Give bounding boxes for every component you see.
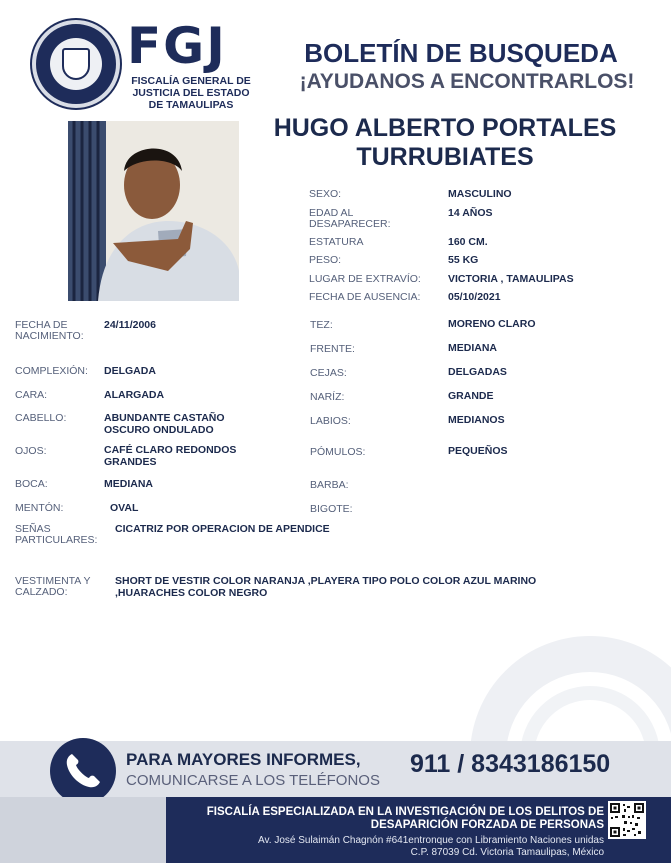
label-senas-line1: SEÑAS [15,523,51,535]
footer-office [172,806,604,832]
label-ojos: OJOS: [15,445,47,457]
person-name-line2: TURRUBIATES [356,143,534,171]
value-frente: MEDIANA [448,342,497,354]
label-pomulos: PÓMULOS: [310,446,366,458]
value-sexo: MASCULINO [448,188,512,200]
label-fecha-ausencia: FECHA DE AUSENCIA: [309,291,421,303]
value-vestimenta-line1: SHORT DE VESTIR COLOR NARANJA ,PLAYERA TIPO POLO COLOR AZUL MARINO [115,575,537,587]
label-senas-line2: PARTICULARES: [15,534,98,546]
bulletin-subtitle: ¡AYUDANOS A ENCONTRARLOS! [299,70,635,93]
contact-phones: 911 / 8343186150 [410,750,611,778]
label-vestimenta [15,576,90,598]
missing-person-photo [68,121,239,301]
label-edad [309,208,391,230]
label-cara: CARA: [15,389,48,401]
value-estatura: 160 CM. [448,236,488,248]
bulletin-title: BOLETÍN DE BUSQUEDA [304,38,618,68]
footer-address [172,835,604,859]
value-cabello-line2: OSCURO ONDULADO [104,423,214,436]
value-peso: 55 KG [448,254,479,266]
label-fecha-nacimiento-line1: FECHA DE [15,319,68,331]
label-sexo: SEXO: [309,188,342,200]
label-edad-line2: DESAPARECER: [309,218,391,230]
value-ojos [104,445,236,468]
contact-line1: PARA MAYORES INFORMES, [126,750,361,769]
footer-office-line1: FISCALÍA ESPECIALIZADA EN LA INVESTIGACIÓN DE LOS DELITOS DE [206,806,604,818]
value-ojos-line2: GRANDES [104,455,157,468]
value-pomulos: PEQUEÑOS [448,445,508,457]
footer-address-line1: Av. José Sulaimán Chagnón #641entronque con Libramiento Naciones unidas [258,835,604,846]
label-edad-line1: EDAD AL [309,207,354,219]
photo-illustration [68,121,239,301]
fgj-logo-subtitle: FISCALÍA GENERAL DE JUSTICIA DEL ESTADO DE TAMAULIPAS [131,75,251,111]
value-cabello-line1: ABUNDANTE CASTAÑO [104,412,225,424]
label-complexion: COMPLEXIÓN: [15,365,88,377]
label-menton: MENTÓN: [15,502,64,514]
fgj-logo-text: FGJ [127,17,227,75]
value-lugar-extravio: VICTORIA , TAMAULIPAS [448,273,574,285]
value-fecha-ausencia: 05/10/2021 [448,291,501,303]
value-fecha-nacimiento: 24/11/2006 [104,319,156,331]
footer-office-line2: DESAPARICIÓN FORZADA DE PERSONAS [370,819,604,831]
label-cabello: CABELLO: [15,412,67,424]
label-fecha-nacimiento [15,320,84,342]
label-lugar-extravio: LUGAR DE EXTRAVÍO: [309,273,421,285]
label-nariz: NARÍZ: [310,391,345,403]
qr-code-icon [608,801,646,839]
value-boca: MEDIANA [104,478,153,490]
label-barba: BARBA: [310,479,349,491]
label-labios: LABIOS: [310,415,351,427]
label-peso: PESO: [309,254,342,266]
footer-address-line2: C.P. 87039 Cd. Victoria Tamaulipas, México [410,847,604,858]
value-vestimenta-line2: ,HUARACHES COLOR NEGRO [115,586,268,599]
label-bigote: BIGOTE: [310,503,353,515]
label-senas [15,524,97,546]
value-complexion: DELGADA [104,365,156,377]
label-vestimenta-line2: CALZADO: [15,586,68,598]
contact-line2: COMUNICARSE A LOS TELÉFONOS [126,772,380,789]
value-edad: 14 AÑOS [448,207,493,219]
label-frente: FRENTE: [310,343,355,355]
label-boca: BOCA: [15,478,48,490]
value-labios: MEDIANOS [448,414,505,426]
phone-icon [50,738,116,804]
value-cejas: DELGADAS [448,366,507,378]
value-vestimenta [115,576,536,599]
label-cejas: CEJAS: [310,367,347,379]
person-name [247,114,643,172]
shield-seal-icon [62,48,90,80]
person-name-line1: HUGO ALBERTO PORTALES [273,114,617,142]
value-nariz: GRANDE [448,390,494,402]
value-senas: CICATRIZ POR OPERACION DE APENDICE [115,523,330,535]
label-fecha-nacimiento-line2: NACIMIENTO: [15,330,84,342]
value-cara: ALARGADA [104,389,165,401]
label-estatura: ESTATURA [309,236,364,248]
label-vestimenta-line1: VESTIMENTA Y [15,575,91,587]
value-cabello [104,413,225,436]
value-menton: OVAL [110,502,139,514]
value-ojos-line1: CAFÉ CLARO REDONDOS [104,444,237,456]
value-tez: MORENO CLARO [448,318,536,330]
label-tez: TEZ: [310,319,333,331]
